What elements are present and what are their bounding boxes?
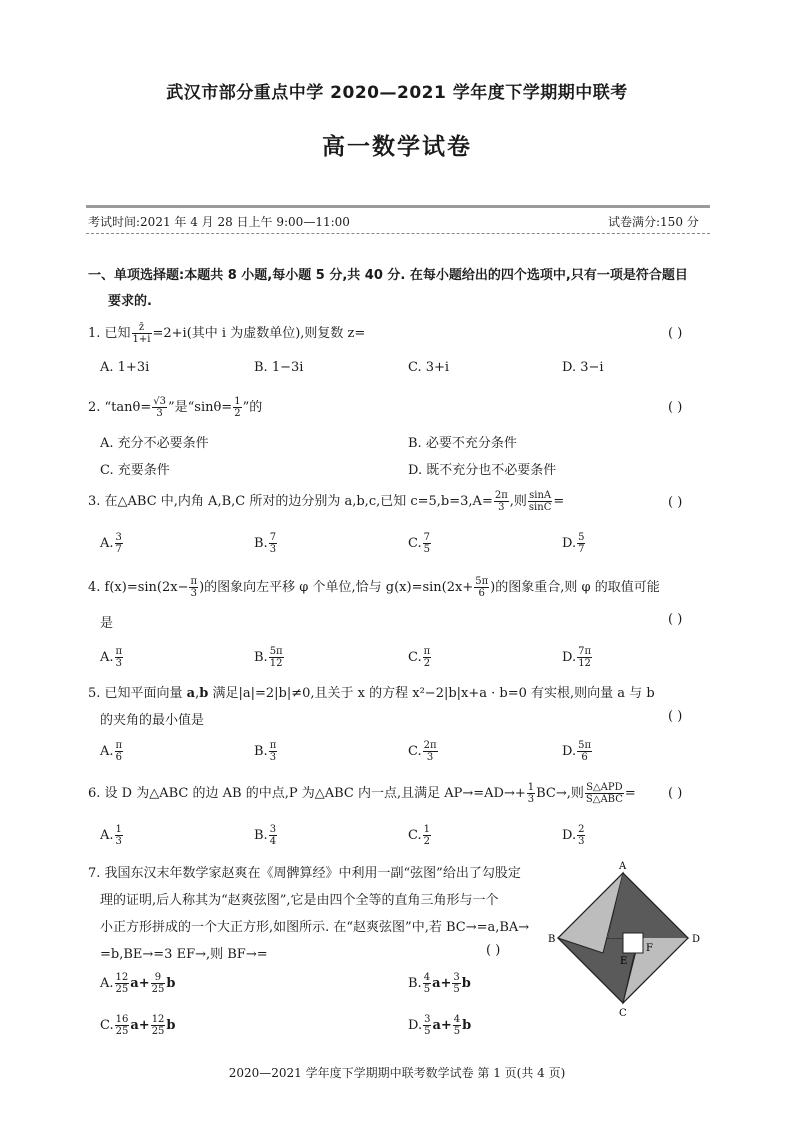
exam-title: 武汉市部分重点中学 2020—2021 学年度下学期期中联考 [166, 83, 628, 103]
q3-frac1-numerator: 2π [494, 490, 508, 501]
q7-option-b-term-2: b [461, 976, 471, 991]
q5-option-a-denominator: 6 [115, 752, 122, 763]
q4-option-d[interactable] [562, 646, 593, 669]
q4-option-a[interactable] [100, 646, 124, 669]
q1-option-d[interactable]: D. 3−i [562, 360, 604, 375]
q4-fraction-1 [189, 576, 198, 599]
q7-option-c-den-1: 25 [115, 1026, 129, 1037]
q4-option-c-label: C. [408, 650, 422, 665]
q2-frac1-denominator: 3 [156, 408, 163, 419]
question-1 [88, 322, 365, 345]
q7-option-a-fraction-2 [151, 972, 166, 995]
q5-option-d-label: D. [562, 744, 577, 759]
q4-option-d-numerator: 7π [578, 646, 592, 657]
q3-option-d-denominator: 7 [578, 544, 585, 555]
q7-option-c-fraction-1 [115, 1014, 130, 1037]
q3-mid: ,则 [509, 494, 527, 509]
q7-option-d[interactable] [408, 1014, 471, 1037]
q5-option-c-denominator: 3 [426, 752, 434, 763]
q6-fraction-2 [585, 782, 624, 805]
q7-option-b-fraction-2 [452, 972, 460, 995]
q7-option-c-term-1: a+ [130, 1018, 150, 1033]
q3-option-a-label: A. [100, 536, 114, 551]
q2-option-d[interactable]: D. 既不充分也不必要条件 [408, 463, 557, 478]
q4-mid: )的图象向左平移 φ 个单位,恰与 g(x)=sin(2x+ [199, 580, 474, 595]
q5-option-a[interactable] [100, 740, 124, 763]
q5-option-d-denominator: 6 [581, 752, 588, 763]
q7-option-a-fraction-1 [115, 972, 130, 995]
q6-option-d-numerator: 2 [578, 824, 585, 835]
paper-subtitle: 高一数学试卷 [322, 134, 472, 160]
q3-option-a[interactable] [100, 532, 124, 555]
q5-text-e: 满足|a|=2|b|≠0,且关于 x 的方程 x²−2|b|x+a · b=0 有实根,则向量 a 与 b [208, 686, 655, 701]
q1-answer-paren: ( ) [668, 326, 683, 341]
section-1-heading: 一、单项选择题:本题共 8 小题,每小题 5 分,共 40 分. 在每小题给出的四个选项中,只有一项是符合题目 [88, 268, 688, 283]
q5-option-c[interactable] [408, 740, 439, 763]
q6-frac2-numerator: S△APD [586, 782, 623, 793]
q3-option-c-fraction [423, 532, 431, 555]
exam-time: 考试时间:2021 年 4 月 28 日上午 9:00—11:00 [88, 215, 350, 229]
q4-option-c[interactable] [408, 646, 432, 669]
q2-fraction-2 [233, 396, 241, 419]
q6-prefix: 6. 设 D 为△ABC 的边 AB 的中点,P 为△ABC 内一点,且满足 AP→=AD→+ [88, 786, 526, 801]
q6-option-d[interactable] [562, 824, 586, 847]
label-a: A [619, 861, 627, 872]
q3-option-c-denominator: 5 [423, 544, 430, 555]
q4-rest: )的图象重合,则 φ 的取值可能 [490, 580, 660, 595]
q7-option-d-term-1: a+ [432, 1018, 452, 1033]
q7-option-b-den-1: 5 [423, 984, 431, 995]
q7-option-c-num-1: 16 [115, 1014, 129, 1025]
question-3 [88, 490, 564, 513]
full-score: 试卷满分:150 分 [608, 215, 699, 229]
q7-option-c-fraction-2 [151, 1014, 166, 1037]
q3-option-c-numerator: 7 [423, 532, 430, 543]
q5-option-c-fraction [423, 740, 438, 763]
q2-frac1-numerator: √3 [153, 396, 166, 407]
q5-option-b-numerator: π [269, 740, 277, 751]
q2-prefix: 2. “tanθ= [88, 400, 152, 415]
q6-option-a-numerator: 1 [115, 824, 122, 835]
q1-frac-denominator: 1+i [132, 334, 151, 345]
question-2 [88, 396, 262, 419]
q3-option-a-fraction [115, 532, 123, 555]
q5-answer-paren: ( ) [668, 709, 683, 724]
q6-option-a-denominator: 3 [115, 836, 122, 847]
label-d: D [692, 934, 701, 945]
q7-option-d-fraction-1 [423, 1014, 431, 1037]
q7-option-a-num-1: 12 [115, 972, 129, 983]
q6-option-c-numerator: 1 [423, 824, 430, 835]
label-e: E [620, 956, 628, 967]
q4-option-d-denominator: 12 [578, 658, 591, 669]
q4-option-b[interactable] [254, 646, 285, 669]
q7-option-b-den-2: 5 [453, 984, 460, 995]
q5-vector-b: b [199, 686, 209, 701]
label-f: F [646, 943, 653, 954]
question-7-line-2: 理的证明,后人称其为“赵爽弦图”,它是由四个全等的直角三角形与一个 [100, 893, 499, 908]
q1-rest: =2+i(其中 i 为虚数单位),则复数 z= [152, 326, 366, 341]
q6-option-b-label: B. [254, 828, 268, 843]
q5-option-b-label: B. [254, 744, 268, 759]
q4-frac1-denominator: 3 [190, 588, 197, 599]
q3-fraction-1 [494, 490, 509, 513]
q4-frac1-numerator: π [190, 576, 198, 587]
q4-option-c-numerator: π [423, 646, 431, 657]
question-5 [88, 682, 655, 701]
q6-option-c-label: C. [408, 828, 422, 843]
q1-option-a[interactable]: A. 1+3i [100, 360, 150, 375]
question-6 [88, 782, 636, 805]
q6-option-d-denominator: 3 [578, 836, 585, 847]
q6-option-c-fraction [423, 824, 431, 847]
q2-frac2-denominator: 2 [234, 408, 241, 419]
q4-answer-paren: ( ) [668, 612, 683, 627]
q6-option-c-denominator: 2 [423, 836, 430, 847]
q5-option-d-fraction [577, 740, 592, 763]
q5-option-c-numerator: 2π [423, 740, 437, 751]
q4-prefix: 4. f(x)=sin(2x− [88, 580, 189, 595]
q3-option-b-denominator: 3 [269, 544, 277, 555]
q3-answer-paren: ( ) [668, 495, 683, 510]
q4-option-b-numerator: 5π [269, 646, 283, 657]
q4-option-a-numerator: π [115, 646, 123, 657]
q5-option-a-numerator: π [115, 740, 123, 751]
q3-fraction-2 [528, 490, 552, 513]
q6-option-a-label: A. [100, 828, 114, 843]
q5-option-d-numerator: 5π [578, 740, 592, 751]
q3-frac1-denominator: 3 [498, 502, 505, 513]
q3-option-b-fraction [269, 532, 277, 555]
q7-option-d-term-2: b [462, 1018, 472, 1033]
q5-option-b[interactable] [254, 740, 278, 763]
q6-option-b-numerator: 3 [269, 824, 277, 835]
q5-option-a-label: A. [100, 744, 114, 759]
q6-frac1-numerator: 1 [527, 782, 535, 793]
q7-option-a-den-1: 25 [115, 984, 129, 995]
q2-mid: ”是“sinθ= [167, 400, 233, 415]
q7-option-b-label: B. [408, 976, 422, 991]
q3-option-b-numerator: 7 [269, 532, 277, 543]
q3-prefix: 3. 在△ABC 中,内角 A,B,C 所对的边分别为 a,b,c,已知 c=5,b=3,A= [88, 494, 493, 509]
q1-prefix: 1. 已知 [88, 326, 131, 341]
q3-option-d-label: D. [562, 536, 577, 551]
q4-option-c-fraction [423, 646, 432, 669]
q7-option-a-term-2: b [166, 976, 176, 991]
q7-option-c[interactable] [100, 1014, 176, 1037]
q3-option-d-numerator: 5 [578, 532, 585, 543]
zhao-shuang-diagram [548, 858, 718, 1028]
q5-option-b-fraction [269, 740, 278, 763]
q5-option-a-fraction [115, 740, 124, 763]
q7-option-a-label: A. [100, 976, 114, 991]
q7-option-b-num-2: 3 [453, 972, 460, 983]
q7-option-c-term-2: b [166, 1018, 176, 1033]
q6-option-a-fraction [115, 824, 123, 847]
q6-mid: BC→,则 [536, 786, 584, 801]
inner-square [623, 933, 643, 953]
question-7-line-1: 7. 我国东汉末年数学家赵爽在《周髀算经》中利用一副“弦图”给出了勾股定 [88, 866, 521, 881]
q7-option-c-label: C. [100, 1018, 114, 1033]
label-b: B [548, 934, 556, 945]
q2-rest: ”的 [242, 400, 263, 415]
question-4 [88, 576, 660, 599]
q7-option-d-fraction-2 [453, 1014, 461, 1037]
q3-option-d-fraction [577, 532, 585, 555]
q7-option-b-term-1: a+ [432, 976, 452, 991]
q3-option-a-numerator: 3 [115, 532, 122, 543]
q2-option-c[interactable]: C. 充要条件 [100, 463, 170, 478]
q7-option-a-den-2: 25 [151, 984, 165, 995]
q6-option-d-label: D. [562, 828, 577, 843]
q6-option-c[interactable] [408, 824, 432, 847]
q6-option-b[interactable] [254, 824, 278, 847]
q7-option-c-den-2: 25 [151, 1026, 165, 1037]
q5-option-d[interactable] [562, 740, 593, 763]
q6-rest: = [624, 786, 636, 801]
q2-fraction-1 [152, 396, 167, 419]
header-rule [86, 205, 710, 208]
q7-answer-paren: ( ) [486, 943, 501, 958]
q6-fraction-1 [527, 782, 535, 805]
q3-option-b-label: B. [254, 536, 268, 551]
q4-option-b-denominator: 12 [269, 658, 283, 669]
q3-option-d[interactable] [562, 532, 586, 555]
q7-option-a[interactable] [100, 972, 175, 995]
q7-option-d-num-1: 3 [424, 1014, 431, 1025]
q4-frac2-numerator: 5π [475, 576, 489, 587]
q1-frac-numerator: z̄ [132, 322, 152, 334]
question-7-line-3: 小正方形拼成的一个大正方形,如图所示. 在“赵爽弦图”中,若 BC→=a,BA→ [100, 920, 530, 935]
q4-option-d-label: D. [562, 650, 577, 665]
q6-option-a[interactable] [100, 824, 124, 847]
q7-option-d-label: D. [408, 1018, 423, 1033]
q3-option-c[interactable] [408, 532, 432, 555]
q1-option-b[interactable]: B. 1−3i [254, 360, 304, 375]
q4-option-b-label: B. [254, 650, 268, 665]
page-footer: 2020—2021 学年度下学期期中联考数学试卷 第 1 页(共 4 页) [228, 1066, 566, 1080]
q3-rest: = [553, 494, 565, 509]
q1-option-c[interactable]: C. 3+i [408, 360, 450, 375]
q7-option-b-num-1: 4 [423, 972, 431, 983]
q5-option-b-denominator: 3 [269, 752, 277, 763]
q6-option-b-fraction [269, 824, 277, 847]
q6-option-b-denominator: 4 [269, 836, 277, 847]
q4-option-c-denominator: 2 [423, 658, 431, 669]
header-dashed-divider [86, 233, 710, 234]
q5-vector-a: a [186, 686, 196, 701]
q2-option-a[interactable]: A. 充分不必要条件 [100, 436, 209, 451]
q3-frac2-numerator: sinA [529, 490, 552, 501]
q4-fraction-2 [474, 576, 489, 599]
q6-frac2-denominator: S△ABC [585, 794, 623, 805]
q4-line-2: 是 [100, 616, 114, 631]
q7-option-c-num-2: 12 [151, 1014, 165, 1025]
q5-text-a: 5. 已知平面向量 [88, 686, 187, 701]
q4-option-a-fraction [115, 646, 124, 669]
q7-option-a-num-2: 9 [151, 972, 166, 984]
q4-frac2-denominator: 6 [478, 588, 485, 599]
section-1-heading-cont: 要求的. [108, 294, 152, 309]
q7-option-d-den-2: 5 [453, 1026, 461, 1037]
q6-option-d-fraction [577, 824, 585, 847]
q3-option-b[interactable] [254, 532, 278, 555]
q3-option-a-denominator: 7 [115, 544, 122, 555]
q5-line-2: 的夹角的最小值是 [100, 713, 205, 728]
q6-answer-paren: ( ) [668, 786, 683, 801]
q2-option-b[interactable]: B. 必要不充分条件 [408, 436, 517, 451]
q5-option-c-label: C. [408, 744, 422, 759]
q3-option-c-label: C. [408, 536, 422, 551]
q5-text-c: , [195, 686, 200, 701]
q7-option-b-fraction-1 [423, 972, 431, 995]
q7-option-b[interactable] [408, 972, 471, 995]
q4-option-a-label: A. [100, 650, 114, 665]
q6-frac1-denominator: 3 [527, 794, 535, 805]
q4-option-a-denominator: 3 [115, 658, 122, 669]
q2-frac2-numerator: 1 [234, 396, 241, 407]
q2-answer-paren: ( ) [668, 400, 683, 415]
q4-option-d-fraction [577, 646, 592, 669]
q7-option-d-num-2: 4 [453, 1014, 461, 1025]
label-c: C [619, 1008, 627, 1019]
q1-fraction [132, 322, 152, 345]
q3-frac2-denominator: sinC [528, 502, 552, 513]
q7-option-a-term-1: a+ [130, 976, 150, 991]
question-7-line-4: =b,BE→=3 EF→,则 BF→= [100, 947, 268, 962]
q4-option-b-fraction [269, 646, 284, 669]
q7-option-d-den-1: 5 [424, 1026, 431, 1037]
